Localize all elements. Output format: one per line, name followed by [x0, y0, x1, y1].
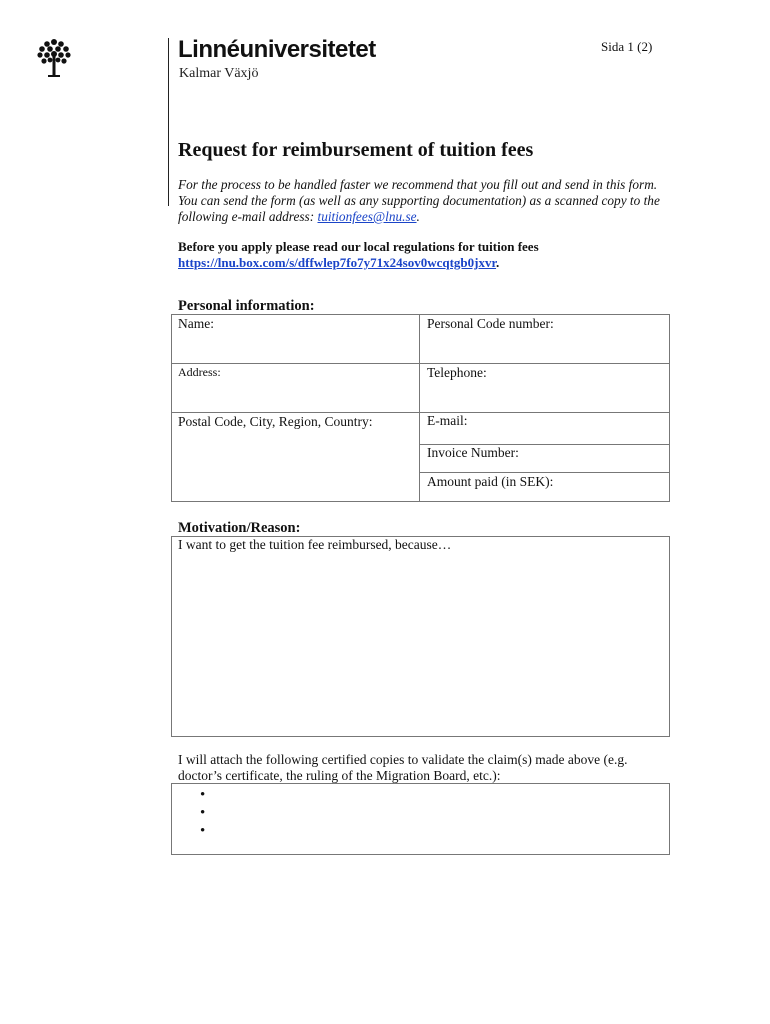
page-indicator: Sida 1 (2) — [601, 39, 653, 54]
regulations-link[interactable]: https://lnu.box.com/s/dffwlep7fo7y71x24sov0wcqtgb0jxvr — [178, 255, 497, 270]
attachments-text: I will attach the following certified copies to validate the claim(s) made above (e.g. doctor’s certificate, the ruling of the Migration Board, etc.): — [178, 752, 628, 783]
tree-icon — [36, 38, 72, 78]
header-divider — [168, 38, 169, 206]
name-label: Name: — [178, 316, 214, 331]
amount-paid-label: Amount paid (in SEK): — [427, 474, 554, 489]
telephone-label: Telephone: — [427, 365, 487, 380]
motivation-heading: Motivation/Reason: — [178, 520, 301, 536]
attachment-bullet: • — [200, 805, 206, 821]
intro-text: For the process to be handled faster we recommend that you fill out and send in this form. You can send the form (as well as any supporting documentation) as a scanned copy to the following e-mail address: — [178, 177, 660, 224]
page-title: Request for reimbursement of tuition fees — [178, 139, 534, 161]
regulations-notice — [178, 239, 670, 271]
email-link[interactable]: tuitionfees@lnu.se — [317, 209, 417, 224]
invoice-number-label: Invoice Number: — [427, 445, 519, 460]
address-label: Address: — [178, 365, 221, 379]
motivation-field[interactable] — [171, 536, 670, 737]
personal-code-label: Personal Code number: — [427, 316, 554, 331]
postal-label: Postal Code, City, Region, Country: — [178, 414, 373, 429]
university-name: Linnéuniversitetet — [178, 36, 376, 63]
personal-info-heading: Personal information: — [178, 298, 315, 314]
regulations-text: Before you apply please read our local regulations for tuition fees — [178, 239, 539, 254]
attachment-bullet: • — [200, 823, 206, 839]
motivation-prompt: I want to get the tuition fee reimbursed, because… — [178, 537, 452, 552]
intro-end: . — [416, 209, 420, 224]
university-locations: Kalmar Växjö — [179, 66, 259, 81]
attachment-bullet: • — [200, 787, 206, 803]
regulations-end: . — [496, 255, 500, 270]
attachments-list-box[interactable] — [171, 783, 670, 855]
intro-paragraph — [178, 177, 670, 225]
email-label: E-mail: — [427, 413, 468, 428]
